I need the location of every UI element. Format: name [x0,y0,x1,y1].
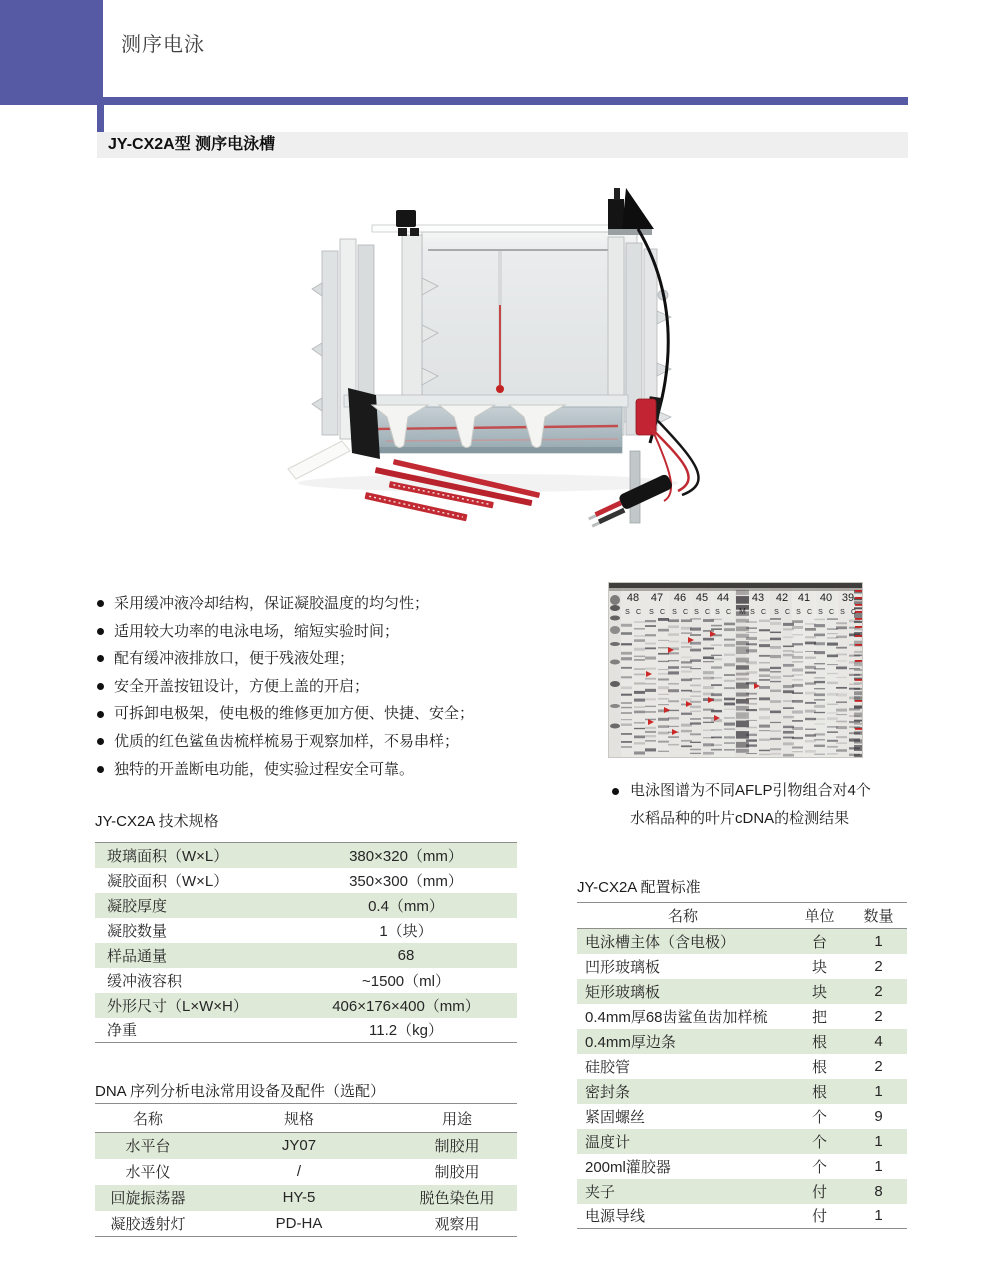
table-row [577,1154,907,1179]
table-row [95,1159,517,1185]
accessories-table [95,1103,517,1237]
table-row [95,893,517,918]
table-row [95,968,517,993]
cell: 密封条 [585,1083,631,1101]
feature-item [95,673,585,701]
feature-item [95,728,585,756]
bullet-icon [97,600,104,607]
spec-label: 凝胶厚度 [107,897,168,915]
spec-label: 凝胶面积（W×L） [107,872,229,890]
spec-label: 净重 [107,1022,138,1040]
cell: 矩形玻璃板 [585,983,661,1001]
cell: 夹子 [585,1183,616,1201]
table-row [95,868,517,893]
bullet-icon [97,766,104,773]
drain-tube [288,441,350,479]
cell: 块 [811,958,827,976]
cell: 1 [874,1132,883,1150]
spec-value: 0.4（mm） [368,897,444,915]
svg-text:45: 45 [695,592,709,604]
feature-list [95,590,585,783]
table-row [95,1018,517,1043]
column-header: 数量 [850,903,907,929]
svg-text:42: 42 [775,592,789,604]
svg-text:C: C [659,609,666,616]
cell: 个 [811,1158,827,1176]
feature-text: 可拆卸电极架，使电极的维修更加方便、快捷、安全； [114,705,475,723]
bullet-icon [97,683,104,690]
svg-text:44: 44 [716,592,730,604]
cell: 根 [811,1083,827,1101]
column-header: 单位 [789,903,850,929]
cell: 块 [811,983,827,1001]
table-row [577,1104,907,1129]
cell: 把 [811,1008,827,1026]
column-header: 规格 [201,1104,397,1133]
svg-text:S: S [625,609,630,616]
cell: 2 [874,1007,883,1025]
table-row [95,943,517,968]
spec-label: 外形尺寸（L×W×H） [107,997,248,1015]
feature-item [95,618,585,646]
bullet-icon [97,655,104,662]
cell: / [296,1163,302,1180]
spec-value: 380×320（mm） [349,847,463,865]
svg-text:S: S [750,609,755,616]
table-row [95,1133,517,1159]
table-row [577,1054,907,1079]
svg-text:40: 40 [819,592,833,604]
cell: 4 [874,1032,883,1050]
feature-text: 配有缓冲液排放口，便于残液处理； [114,650,355,668]
cell: 硅胶管 [585,1058,631,1076]
feature-text: 独特的开盖断电功能，使实验过程安全可靠。 [114,760,415,778]
svg-text:S: S [840,609,845,616]
cell: 制胶用 [434,1138,480,1156]
feature-item [95,700,585,728]
cell: 根 [811,1033,827,1051]
specs-title: JY-CX2A 技术规格 [95,813,219,830]
cell: 1 [874,1082,883,1100]
table-row [95,1211,517,1237]
spec-label: 凝胶数量 [107,922,168,940]
gel-caption-line2: 水稻品种的叶片cDNA的检测结果 [630,810,850,827]
cell: 1 [874,1157,883,1175]
table-row [95,1185,517,1211]
cell: 观察用 [434,1215,480,1233]
feature-item [95,756,585,784]
specs-section [95,812,517,1043]
bullet-icon [612,788,619,795]
spec-value: 68 [397,946,415,964]
spec-value: 406×176×400（mm） [332,997,480,1015]
table-row [95,843,517,868]
svg-text:C: C [828,609,835,616]
bullet-icon [97,738,104,745]
gel-caption-line1: 电泳图谱为不同AFLP引物组合对4个 [630,782,871,799]
column-header: 名称 [577,903,789,929]
spec-value: 350×300（mm） [349,872,463,890]
table-row [577,954,907,979]
feature-text: 采用缓冲液冷却结构，保证凝胶温度的均匀性； [114,595,430,612]
gel-caption [610,777,895,833]
page-header: 测序电泳 [121,34,205,56]
cell: 付 [811,1183,827,1201]
spec-label: 样品通量 [107,947,168,965]
svg-text:S: S [796,609,801,616]
svg-text:C: C [850,609,857,616]
svg-text:43: 43 [751,592,765,604]
cell: 脱色染色用 [419,1190,495,1207]
header-row [577,903,907,929]
cell: 2 [874,957,883,975]
accessories-title: DNA 序列分析电泳常用设备及配件（选配） [95,1083,386,1100]
spec-value: 11.2（kg） [369,1022,443,1040]
table-row [577,1079,907,1104]
svg-text:C: C [704,609,711,616]
column-header: 用途 [397,1104,517,1133]
svg-text:C: C [635,609,642,616]
svg-text:C: C [725,609,732,616]
cell: 温度计 [585,1133,631,1151]
cell: 2 [874,1057,883,1075]
wedge-clips [372,405,565,448]
svg-text:41: 41 [797,592,811,604]
svg-text:S: S [649,609,654,616]
bullet-icon [97,628,104,635]
config-table [577,902,907,1229]
svg-text:C: C [760,609,767,616]
svg-text:39: 39 [841,592,855,604]
cell: 个 [811,1108,827,1126]
cell: 水平仪 [125,1164,171,1181]
cell: 个 [811,1133,827,1151]
table-row [577,1029,907,1054]
svg-text:S: S [818,609,823,616]
accessories-section [95,1082,517,1237]
spec-label: 玻璃面积（W×L） [107,847,229,865]
spec-value: ~1500（ml） [362,972,450,990]
header-row [95,1104,517,1133]
cell: 凝胶透射灯 [110,1215,186,1233]
cell: 9 [874,1107,883,1125]
cell: 凹形玻璃板 [585,958,661,976]
svg-text:C: C [784,609,791,616]
feature-text: 优质的红色鲨鱼齿梳样梳易于观察加样，不易串样； [114,732,460,750]
table-row [577,1179,907,1204]
cell: PD-HA [275,1214,323,1232]
config-title: JY-CX2A 配置标准 [577,879,701,896]
config-section [577,878,907,1229]
svg-text:S: S [715,609,720,616]
cell: HY-5 [282,1189,316,1206]
svg-text:47: 47 [650,592,664,604]
header-accent-tab [97,97,104,133]
feature-text: 安全开盖按钮设计，方便上盖的开启； [114,677,370,695]
corner-accent-block [0,0,103,97]
cell: 制胶用 [434,1164,480,1181]
feature-item [95,645,585,673]
table-row [577,929,907,954]
product-title: JY-CX2A型 测序电泳槽 [108,136,276,153]
svg-text:M: M [739,607,746,616]
table-row [577,1204,907,1229]
svg-text:C: C [682,609,689,616]
cell: 水平台 [125,1138,171,1156]
feature-text: 适用较大功率的电泳电场，缩短实验时间； [114,622,400,640]
table-row [577,1129,907,1154]
cell: 1 [874,1207,883,1225]
spec-value: 1（块） [379,922,433,940]
product-photo [278,183,708,568]
svg-text:46: 46 [673,592,687,604]
feature-item [95,590,585,618]
header-accent-band [0,97,908,105]
product-banner [97,132,908,158]
cell: 台 [811,933,827,951]
table-row [95,993,517,1018]
specs-table [95,842,517,1043]
cell: 电泳槽主体（含电极） [585,933,736,951]
cell: 1 [874,932,883,950]
cell: 付 [811,1208,827,1226]
cell: 0.4mm厚边条 [585,1033,676,1051]
cell: 8 [874,1182,883,1200]
table-row [577,979,907,1004]
spec-label: 缓冲液容积 [107,972,183,990]
svg-text:C: C [806,609,813,616]
table-row [95,918,517,943]
svg-text:48: 48 [626,592,640,604]
cell: 根 [811,1058,827,1076]
cell: 回旋振荡器 [110,1190,186,1207]
cell: 200ml灌胶器 [585,1158,671,1176]
bullet-icon [97,711,104,718]
svg-text:S: S [774,609,779,616]
cell: 紧固螺丝 [585,1108,646,1126]
gel-electrophoresis-image [608,582,863,758]
svg-text:S: S [694,609,699,616]
table-row [577,1004,907,1029]
svg-text:S: S [672,609,677,616]
cell: JY07 [281,1137,317,1155]
cell: 0.4mm厚68齿鲨鱼齿加样梳 [585,1008,768,1026]
cell: 2 [874,982,883,1000]
cell: 电源导线 [585,1208,646,1226]
column-header: 名称 [95,1104,201,1133]
